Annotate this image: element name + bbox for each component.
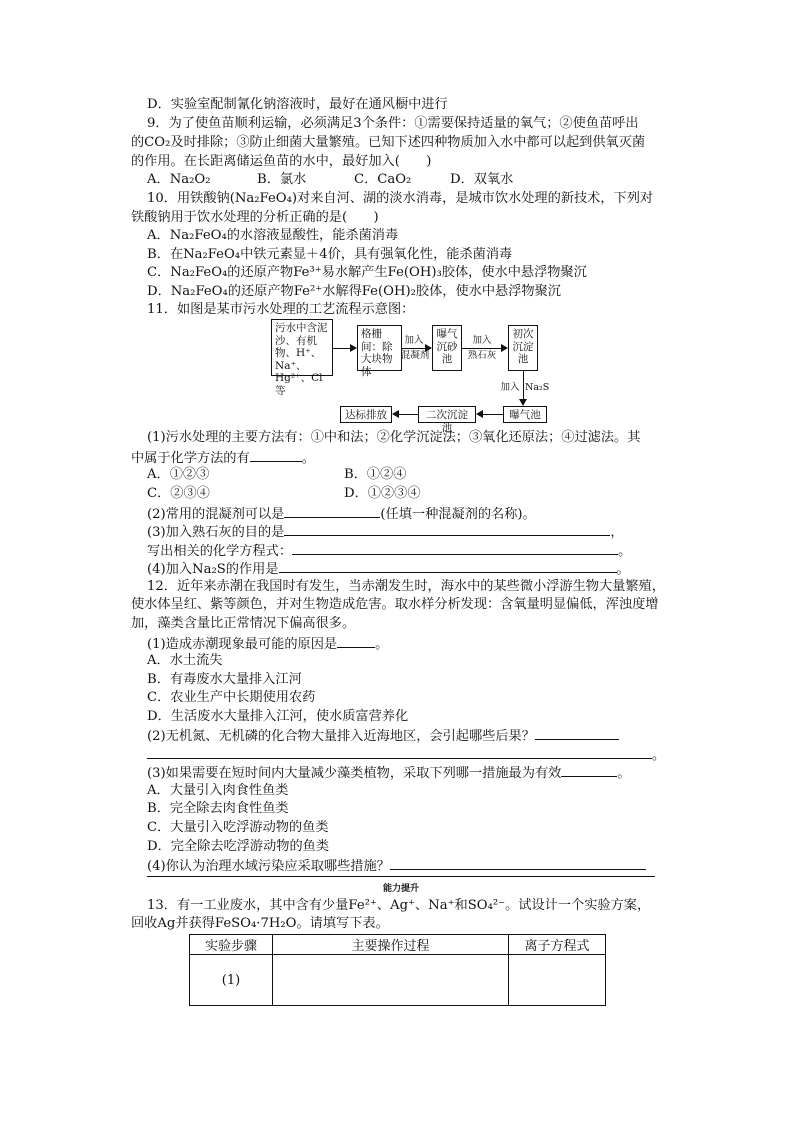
table-header: 离子方程式	[509, 935, 606, 955]
arrow-down-icon	[519, 399, 527, 406]
q12-option: D．生活废水大量排入江河，使水质富营养化	[147, 709, 409, 724]
q12-option: B．完全除去肉食性鱼类	[147, 801, 289, 816]
option-c: C．CaO₂	[354, 172, 412, 187]
q12-option: A．大量引入肉食性鱼类	[147, 783, 289, 798]
answer-table	[189, 934, 606, 1006]
table-cell-step: (1)	[190, 955, 273, 1006]
q11-sub1: 中属于化学方法的有 。	[131, 448, 315, 468]
answer-blank[interactable]	[279, 559, 617, 573]
q12-option: A．水土流失	[147, 653, 223, 668]
option-d: D．双氧水	[450, 172, 514, 187]
flow-box-sewage: 污水中含泥沙、有机物、H⁺、Na⁺、Hg²⁺、Cl⁻等	[271, 319, 333, 376]
q12-sub1: (1)造成赤潮现象最可能的原因是 。	[147, 634, 388, 654]
flow-box-discharge: 达标排放	[340, 406, 392, 423]
arrow-label: 加入	[472, 335, 492, 346]
q10-option-a: A．Na₂FeO₄的水溶液显酸性，能杀菌消毒	[147, 228, 399, 243]
answer-blank[interactable]	[390, 856, 646, 870]
table-cell-operation[interactable]	[273, 955, 509, 1006]
q11-options: A．①②③ B．①②④	[147, 467, 407, 482]
answer-blank[interactable]	[561, 763, 617, 777]
q12-option: C．农业生产中长期使用农药	[147, 690, 316, 705]
answer-blank[interactable]	[250, 448, 302, 462]
q11-sub2: (2)常用的混凝剂可以是 (任填一种混凝剂的名称)。	[147, 504, 536, 524]
q12-sub3: (3)如果需要在短时间内大量减少藻类植物，采取下列哪一措施最为有效 。	[147, 763, 631, 783]
q11-options: C．②③④ D．①②③④	[147, 486, 421, 501]
table-header: 实验步骤	[190, 935, 273, 955]
q11-sub4: (4)加入Na₂S的作用是 。	[147, 559, 630, 579]
flow-box-aeration-tank: 曝气池	[503, 406, 547, 423]
answer-blank[interactable]	[284, 522, 610, 536]
section-title: 能力提升	[382, 884, 419, 894]
q10-option-b: B．在Na₂FeO₄中铁元素显＋4价，具有强氧化性，能杀菌消毒	[147, 247, 513, 262]
option-a: A．Na₂O₂	[147, 172, 211, 187]
q13-line: 回收Ag并获得FeSO₄·7H₂O。请填写下表。	[131, 916, 389, 931]
q11-sub3: (3)加入熟石灰的目的是 ，	[147, 522, 624, 542]
answer-blank[interactable]	[292, 541, 618, 555]
arrow-left-icon	[392, 410, 399, 418]
q12-line: 加，藻类含量比正常情况下偏高很多。	[131, 616, 356, 631]
q12-option: C．大量引入吃浮游动物的鱼类	[147, 820, 329, 835]
arrow-label: Na₂S	[525, 382, 550, 393]
q11-sub3: 写出相关的化学方程式： 。	[147, 541, 631, 561]
table-cell-equation[interactable]	[509, 955, 606, 1006]
arrow-label: 混凝剂	[400, 350, 430, 361]
q12-option: B．有毒废水大量排入江河	[147, 672, 302, 687]
arrow-label: 加入	[500, 382, 520, 393]
q10-line: 10．用铁酸钠(Na₂FeO₄)对来自河、湖的淡水消毒，是城市饮水处理的新技术，下列对	[147, 191, 654, 206]
q11-sub1: (1)污水处理的主要方法有：①中和法；②化学沉淀法；③氧化还原法；④过滤法。其	[147, 430, 641, 445]
q12-line: 使水体呈红、紫等颜色，并对生物造成危害。取水样分析发现：含氧量明显偏低，浑浊度增	[131, 597, 659, 612]
option-b: B．氯水	[257, 172, 307, 187]
q9-options	[147, 171, 513, 189]
arrow-right-icon	[350, 344, 357, 352]
flow-box-primary-settling: 初次沉淀池	[508, 325, 538, 371]
q12-sub2: (2)无机氮、无机磷的化合物大量排入近海地区，会引起哪些后果？	[147, 726, 619, 746]
flow-box-secondary-settling: 二次沉淀池	[418, 406, 476, 423]
flow-box-grating: 格栅间：除大块物体	[357, 325, 402, 371]
answer-blank[interactable]	[284, 504, 380, 518]
q9-line: 的作用。在长距离储运鱼苗的水中，最好加入( )	[131, 154, 432, 169]
arrow-right-icon	[501, 344, 508, 352]
arrow-label: 熟石灰	[467, 350, 497, 361]
line: D．实验室配制氰化钠溶液时，最好在通风橱中进行	[147, 97, 448, 112]
q9-line: 9．为了使鱼苗顺利运输，必须满足3个条件：①需要保持适量的氧气；②使鱼苗呼出	[147, 116, 639, 131]
q13-line: 13．有一工业废水，其中含有少量Fe²⁺、Ag⁺、Na⁺和SO₄²⁻。试设计一个实验方案，	[147, 898, 651, 913]
arrow-label: 加入	[404, 335, 424, 346]
q12-line: 12．近年来赤潮在我国时有发生，当赤潮发生时，海水中的某些微小浮游生物大量繁殖，	[147, 579, 665, 594]
flow-box-aeration-grit: 曝气沉砂池	[432, 325, 462, 371]
q10-line: 铁酸钠用于饮水处理的分析正确的是( )	[131, 210, 379, 225]
q9-line: 的CO₂及时排除；③防止细菌大量繁殖。已知下述四种物质加入水中都可以起到供氧灭菌	[131, 135, 646, 150]
arrow-left-icon	[476, 410, 483, 418]
section-header	[147, 876, 655, 894]
q12-sub4: (4)你认为治理水域污染应采取哪些措施？	[147, 856, 646, 876]
q10-option-d: D．Na₂FeO₄的还原产物Fe²⁺水解得Fe(OH)₂胶体，使水中悬浮物聚沉	[147, 284, 561, 299]
answer-blank[interactable]	[147, 745, 652, 759]
table-header: 主要操作过程	[273, 935, 509, 955]
q12-sub2-cont: 。	[147, 745, 665, 765]
answer-blank[interactable]	[535, 726, 619, 740]
q12-option: D．完全除去吃浮游动物的鱼类	[147, 839, 330, 854]
q11-line: 11．如图是某市污水处理的工艺流程示意图：	[147, 302, 415, 317]
q10-option-c: C．Na₂FeO₄的还原产物Fe³⁺易水解产生Fe(OH)₃胶体，使水中悬浮物聚沉	[147, 265, 587, 280]
answer-blank[interactable]	[337, 634, 375, 648]
